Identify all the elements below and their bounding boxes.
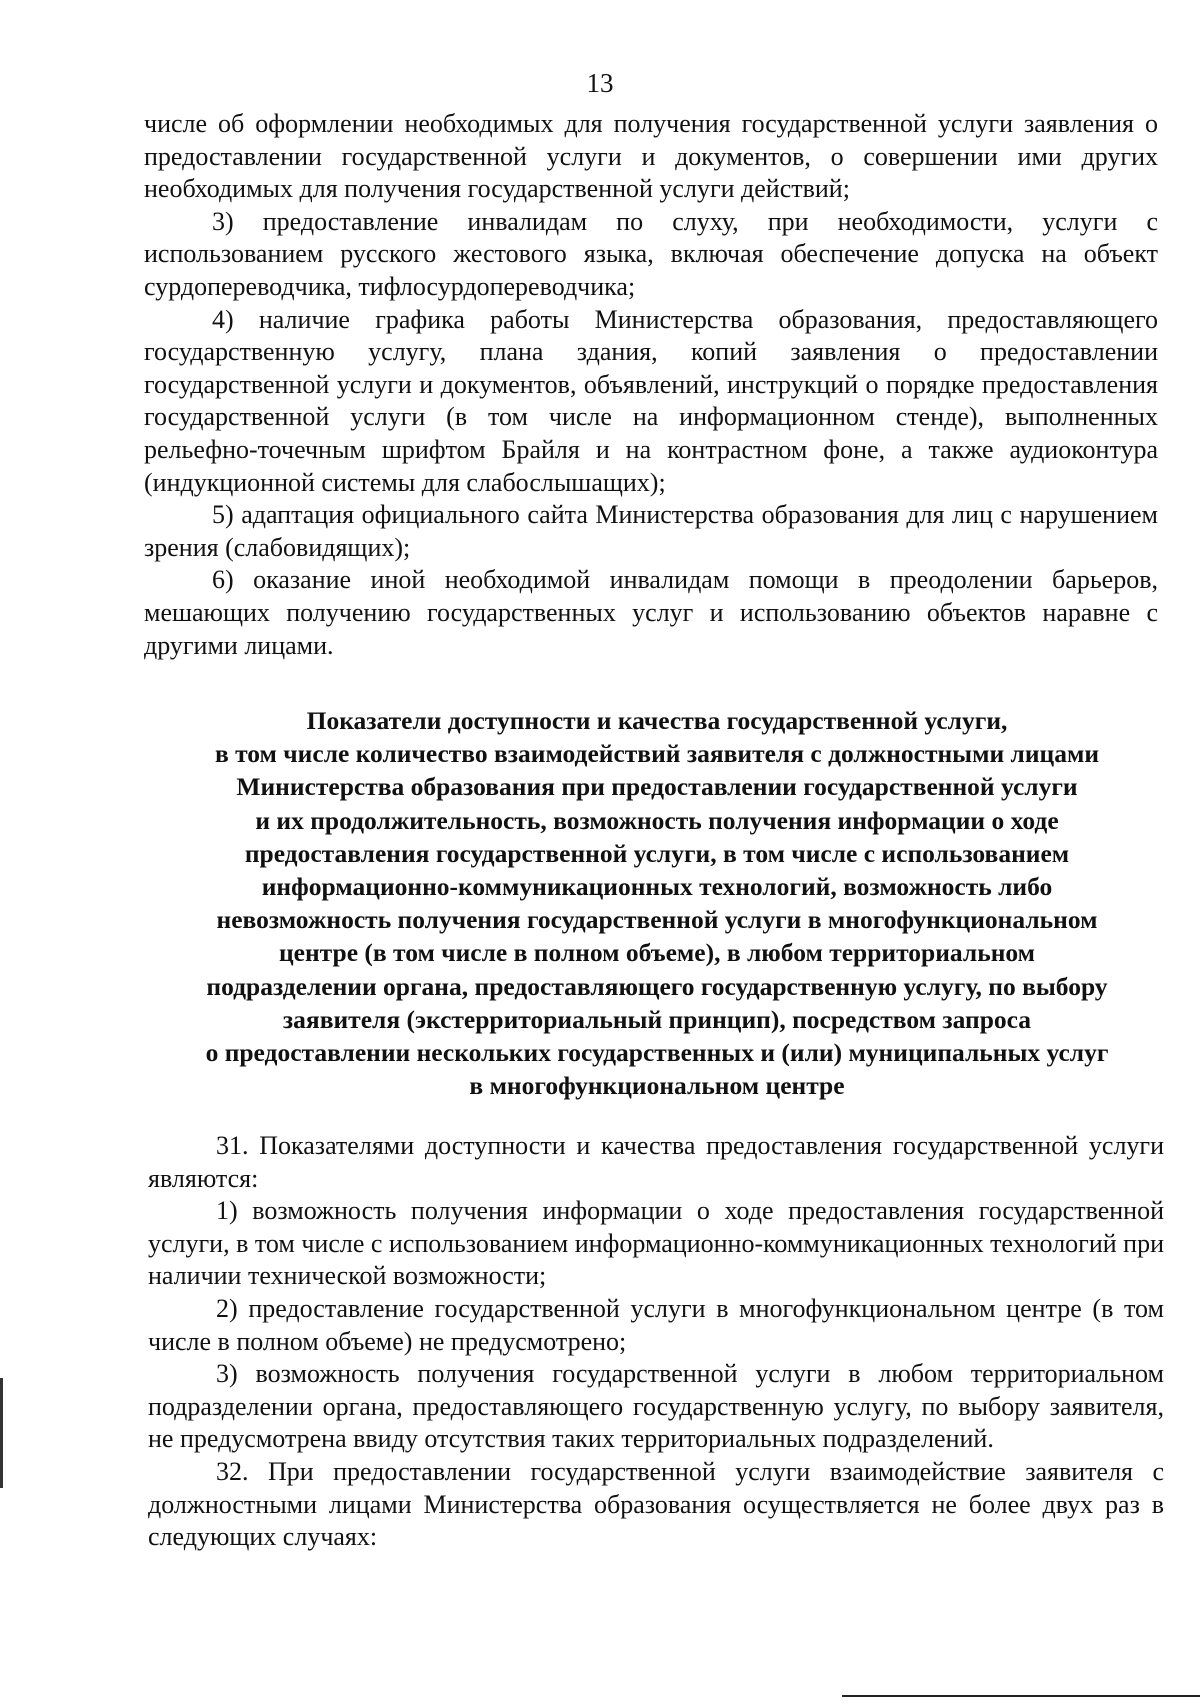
paragraph-31: 31. Показателями доступности и качества предоставления государственной услуги являются: [148, 1131, 1164, 1193]
heading-line: и их продолжительность, возможность получения информации о ходе [255, 805, 1059, 835]
paragraph-32: 32. При предоставлении государственной услуги взаимодействие заявителя с должностными лицами Министерства образования осуществляется не более двух раз в следующих случаях: [148, 1456, 1164, 1552]
heading-line: в том числе количество взаимодействий заявителя с должностными лицами [214, 739, 1100, 769]
paragraph-item-6: 6) оказание иной необходимой инвалидам помощи в преодолении барьеров, мешающих получению государственных услуг и использованию объектов наравне с другими лицами. [144, 565, 1158, 660]
paragraph-item-3: 3) предоставление инвалидам по слуху, при необходимости, услуги с использованием русского жестового языка, включая обеспечение допуска на объект сурдопереводчика, тифлосурдопереводчика; [144, 206, 1158, 301]
scan-edge-mark [0, 1378, 3, 1488]
heading-line: о предоставлении нескольких государственных и (или) муниципальных услуг [205, 1038, 1109, 1068]
bottom-rule [842, 1695, 1200, 1697]
heading-line: предоставления государственной услуги, в том числе с использованием [244, 838, 1070, 868]
heading-line: Министерства образования при предоставлении государственной услуги [236, 772, 1078, 802]
paragraph-31-item-2: 2) предоставление государственной услуги в многофункциональном центре (в том числе в полном объеме) не предусмотрено; [148, 1293, 1164, 1356]
paragraph-continuation: числе об оформлении необходимых для получения государственной услуги заявления о предоставлении государственной услуги и документов, о совершении ими других необходимых для получения государственной услуги действий; [144, 109, 1158, 204]
heading-line: подразделении органа, предоставляющего государственную услугу, по выбору [206, 971, 1108, 1001]
heading-line: информационно-коммуникационных технологий, возможность либо [261, 872, 1053, 902]
heading-line: в многофункциональном центре [469, 1071, 845, 1101]
paragraph-31-item-1: 1) возможность получения информации о ходе предоставления государственной услуги, в том числе с использованием информационно-коммуникационных технологий при наличии технической возможности; [148, 1196, 1164, 1291]
page-number: 13 [586, 68, 614, 98]
paragraph-31-item-3: 3) возможность получения государственной услуги в любом территориальном подразделении органа, предоставляющего государственную услугу, по выбору заявителя, не предусмотрена ввиду отсутствия таких территориальных подразделений. [148, 1359, 1164, 1454]
text-block-bottom [148, 1130, 1164, 1554]
text-block-top [144, 108, 1158, 662]
paragraph-item-4: 4) наличие графика работы Министерства образования, предоставляющего государственную услугу, плана здания, копий заявления о предоставлении государственной услуги и документов, объявлений, инструкций о порядке предоставления государственной услуги (в том числе на информационном стенде), выполненных рельефно-точечным шрифтом Брайля и на контрастном фоне, а также аудиоконтура (индукционной системы для слабослышащих); [144, 304, 1158, 497]
heading-line: центре (в том числе в полном объеме), в любом территориальном [278, 938, 1036, 968]
heading-line: невозможность получения государственной услуги в многофункциональном [216, 905, 1098, 935]
heading-line: Показатели доступности и качества государственной услуги, [306, 706, 1008, 735]
section-heading [140, 704, 1174, 1102]
paragraph-item-5: 5) адаптация официального сайта Министерства образования для лиц с нарушением зрения (слабовидящих); [144, 500, 1158, 562]
heading-line: заявителя (экстерриториальный принцип), посредством запроса [282, 1004, 1032, 1034]
